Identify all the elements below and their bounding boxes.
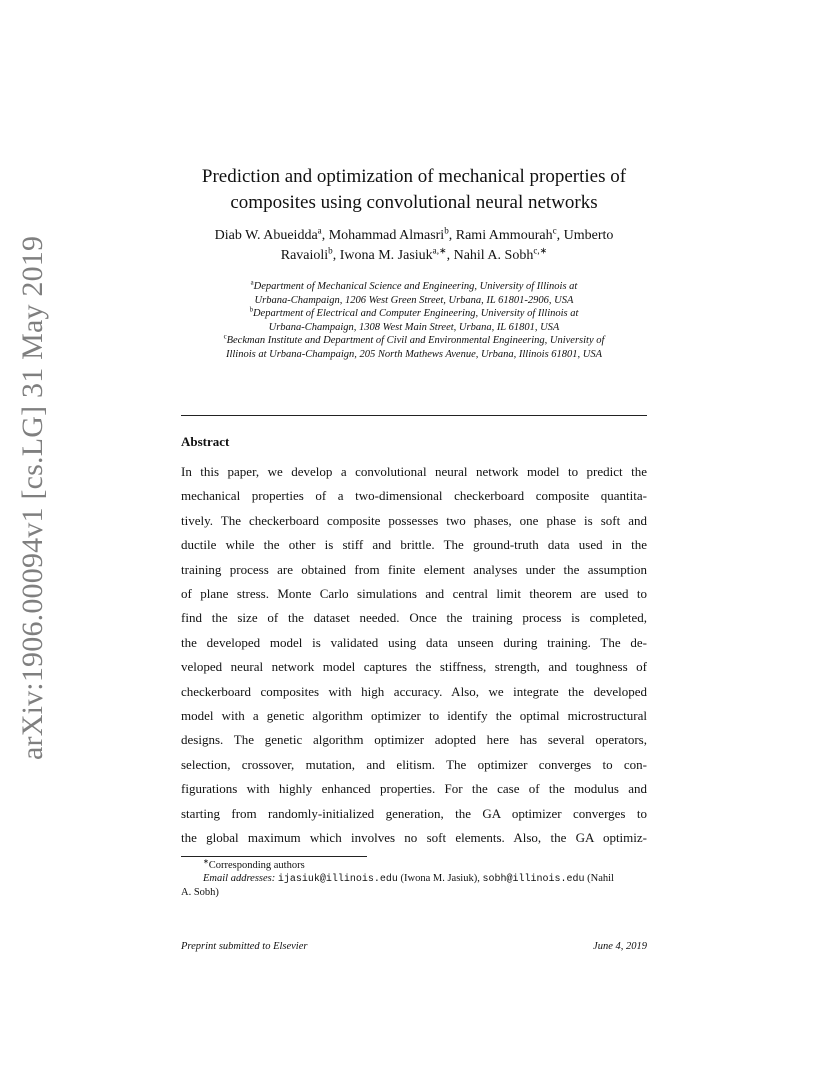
author-affil-mark: a,∗	[432, 245, 447, 256]
preprint-note: Preprint submitted to Elsevier	[181, 941, 308, 952]
email-note	[181, 872, 647, 886]
author-affil-mark: c,∗	[533, 245, 548, 256]
author-name: Ravaioli	[280, 248, 329, 263]
email-link-jasiuk[interactable]: ijasiuk@illinois.edu	[277, 874, 398, 885]
email-link-sobh[interactable]: sobh@illinois.edu	[482, 874, 585, 885]
email-label: Email addresses:	[203, 873, 276, 884]
abstract-line: of plane stress. Monte Carlo simulations and central limit theorem are used to	[181, 586, 647, 602]
author-name: Umberto	[563, 228, 614, 243]
author-name: Iwona M. Jasiuk	[339, 248, 433, 263]
author-line: Diab W. Abueidda$^a$, Mohammad Almasri$^b$, Rami Ammourah$^c$, Umberto	[214, 225, 614, 243]
abstract-line: checkerboard composites with high accuracy. Also, we integrate the developed	[181, 683, 647, 699]
author-affil-mark: c	[552, 225, 557, 236]
author-name: Diab W. Abueidda	[214, 228, 318, 243]
author-affil-mark: b	[328, 245, 333, 256]
abstract-line: find the size of the dataset needed. Once the training process is completed,	[181, 610, 647, 626]
page-footer	[181, 940, 647, 954]
author-line: Ravaioli$^b$, Iwona M. Jasiuk$^{a,∗}$, Nahil A. Sobh$^{c,∗}$	[280, 245, 548, 263]
affiliation-text: Department of Mechanical Science and Engineering, University of Illinois at	[253, 281, 578, 292]
affiliation-mark: a	[250, 279, 254, 287]
author-name: Nahil A. Sobh	[453, 248, 534, 263]
abstract-top-rule	[181, 415, 647, 416]
affiliation-line	[181, 321, 647, 335]
abstract-line: designs. The genetic algorithm optimizer adopted here has several operators,	[181, 732, 647, 748]
affiliation-text: Urbana-Champaign, 1206 West Green Street, Urbana, IL 61801-2906, USA	[254, 294, 574, 306]
affiliation-mark: c	[223, 333, 227, 341]
abstract-line: veloped neural network model captures the stiffness, strength, and toughness of	[181, 659, 647, 675]
abstract-line: In this paper, we develop a convolutional neural network model to predict the	[181, 464, 647, 479]
abstract-line: starting from randomly-initialized generation, the GA optimizer converges to	[181, 805, 647, 821]
affiliation-line	[181, 334, 647, 348]
paper-title	[181, 160, 647, 216]
abstract-line: model with a genetic algorithm optimizer to identify the optimal microstructural	[181, 708, 647, 724]
affiliation-line	[181, 348, 647, 362]
affiliations	[181, 280, 647, 361]
title-line: Prediction and optimization of mechanical properties of	[201, 166, 627, 187]
affiliation-text: Urbana-Champaign, 1308 West Main Street, Urbana, IL 61801, USA	[268, 321, 560, 333]
affiliation-line	[181, 307, 647, 321]
corresponding-authors-label: Corresponding authors	[208, 860, 305, 871]
abstract-line: mechanical properties of a two-dimensional checkerboard composite quantita-	[181, 488, 647, 504]
arxiv-side-stamp: arXiv:1906.00094v1 [cs.LG] 31 May 2019	[16, 235, 49, 760]
abstract-line: tively. The checkerboard composite possesses two phases, one phase is soft and	[181, 512, 647, 528]
author-affil-mark: a	[317, 225, 322, 236]
abstract-line: the global maximum which involves no soft elements. Also, the GA optimiz-	[181, 830, 647, 846]
email-owner-continued: A. Sobh)	[181, 887, 219, 898]
affiliation-line	[181, 294, 647, 308]
email-owner: (Nahil	[587, 873, 614, 884]
abstract-line: figurations with highly enhanced properties. For the case of the modulus and	[181, 781, 647, 797]
author-affil-mark: b	[444, 225, 449, 236]
author-name: Rami Ammourah	[455, 228, 553, 243]
affiliation-line	[181, 280, 647, 294]
front-matter	[181, 160, 647, 851]
author-list	[181, 226, 647, 266]
title-line: composites using convolutional neural networks	[230, 192, 598, 213]
abstract-line: ductile while the other is stiff and brittle. The ground-truth data used in the	[181, 537, 647, 553]
affiliation-text: Department of Electrical and Computer Engineering, University of Illinois at	[252, 308, 579, 319]
footnote-rule	[181, 856, 367, 857]
corresponding-authors-note	[181, 859, 647, 872]
affiliation-text: Illinois at Urbana-Champaign, 205 North Mathews Avenue, Urbana, Illinois 61801, USA	[225, 348, 603, 360]
preprint-date: June 4, 2019	[593, 941, 647, 952]
footnotes	[181, 856, 647, 899]
abstract-line: the developed model is validated using data unseen during training. The de-	[181, 634, 647, 650]
abstract-body	[181, 460, 647, 851]
abstract-line: selection, crossover, mutation, and elitism. The optimizer converges to con-	[181, 756, 647, 772]
abstract-heading: Abstract	[181, 434, 230, 449]
affiliation-text: Beckman Institute and Department of Civil and Environmental Engineering, University of	[226, 335, 605, 346]
affiliation-mark: b	[249, 306, 253, 314]
email-owner: (Iwona M. Jasiuk),	[400, 873, 480, 884]
abstract-line: training process are obtained from finite element analyses under the assumption	[181, 561, 647, 577]
footnote-text	[181, 859, 647, 899]
author-name: Mohammad Almasri	[328, 228, 445, 243]
footnote-mark: ∗	[203, 858, 209, 866]
